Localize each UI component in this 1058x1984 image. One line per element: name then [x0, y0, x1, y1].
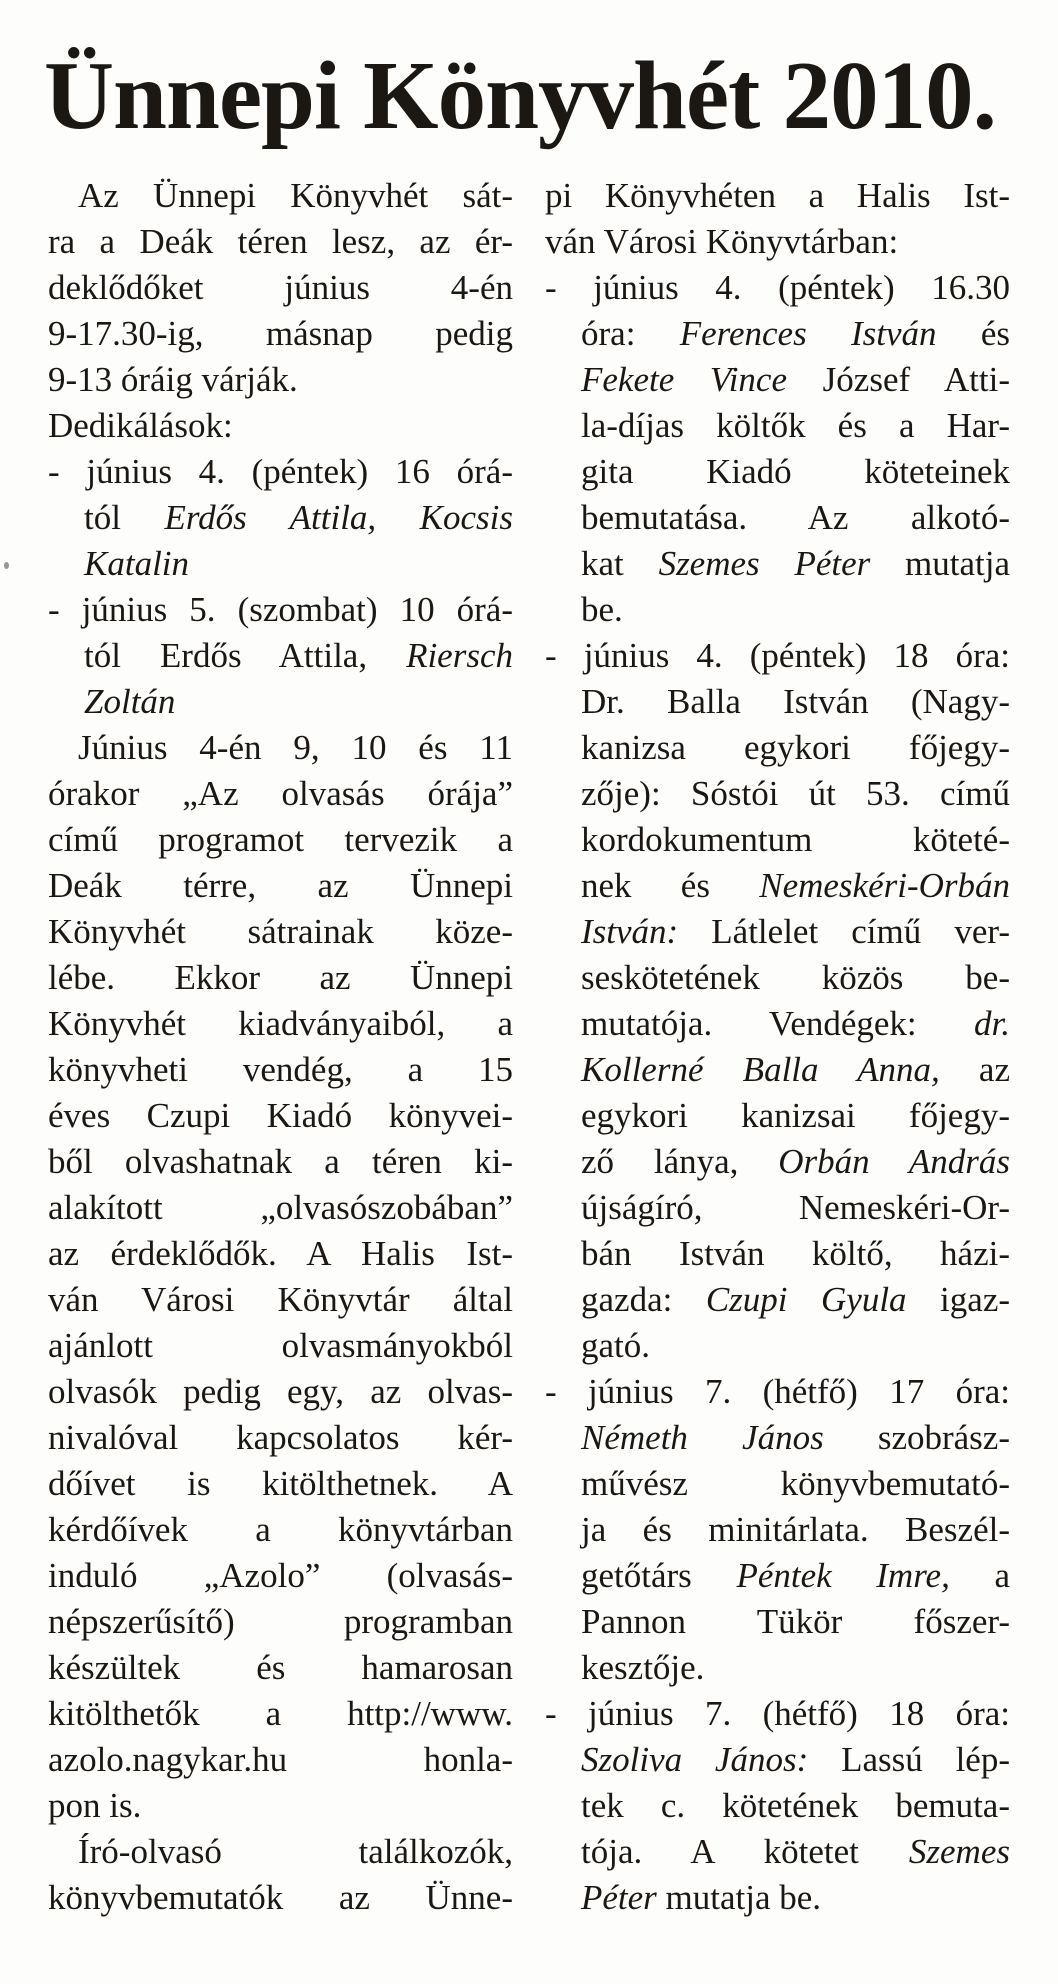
text-line	[48, 1875, 513, 1921]
text-line	[48, 725, 513, 771]
text-run: olvasók pedig egy, az olvas-	[48, 1371, 513, 1411]
text-line	[545, 1553, 1010, 1599]
text-run: kesztője.	[581, 1647, 705, 1687]
text-run: - június 5. (szombat) 10 órá-	[48, 589, 513, 629]
italic-text-run: Kollerné Balla Anna,	[581, 1049, 940, 1089]
text-run: seskötetének közös be-	[581, 957, 1010, 997]
text-line	[545, 219, 1010, 265]
text-run: getőtárs	[581, 1555, 737, 1595]
text-line	[545, 311, 1010, 357]
text-run: Látlelet című ver-	[678, 911, 1010, 951]
italic-text-run: Szemes	[908, 1831, 1010, 1871]
text-line	[545, 955, 1010, 1001]
text-line	[48, 449, 513, 495]
text-run: könyvheti vendég, a 15	[48, 1049, 513, 1089]
text-line	[545, 1829, 1010, 1875]
text-line	[545, 1783, 1010, 1829]
text-line	[545, 1691, 1010, 1737]
text-run: című programot tervezik a	[48, 819, 513, 859]
text-run: kérdőívek a könyvtárban	[48, 1509, 513, 1549]
italic-text-run: Fekete Vince	[581, 359, 787, 399]
text-line	[48, 219, 513, 265]
italic-text-run: Erdős Attila, Kocsis	[164, 497, 514, 537]
text-run: zője): Sóstói út 53. című	[581, 773, 1010, 813]
text-run: ajánlott olvasmányokból	[48, 1325, 513, 1365]
text-line	[48, 633, 513, 679]
text-line	[545, 1093, 1010, 1139]
text-run: lébe. Ekkor az Ünnepi	[48, 957, 513, 997]
text-line	[48, 1277, 513, 1323]
text-run: Pannon Tükör főszer-	[581, 1601, 1010, 1641]
text-run: - június 4. (péntek) 16.30	[545, 267, 1010, 307]
text-line	[545, 541, 1010, 587]
text-line	[545, 357, 1010, 403]
text-run: mutatója. Vendégek:	[581, 1003, 974, 1043]
text-run: Az Ünnepi Könyvhét sát-	[78, 175, 513, 215]
text-line	[48, 1645, 513, 1691]
text-run: tek c. kötetének bemuta-	[581, 1785, 1010, 1825]
italic-text-run: dr.	[974, 1003, 1010, 1043]
text-run: la-díjas költők és a Har-	[581, 405, 1010, 445]
text-line	[48, 955, 513, 1001]
italic-text-run: Péter	[581, 1877, 657, 1917]
italic-text-run: Szoliva János:	[581, 1739, 809, 1779]
text-run: be.	[581, 589, 623, 629]
text-line	[48, 1231, 513, 1277]
text-line	[48, 1001, 513, 1047]
text-run: művész könyvbemutató-	[581, 1463, 1010, 1503]
text-line	[545, 173, 1010, 219]
text-run: kanizsa egykori főjegy-	[581, 727, 1010, 767]
text-run: tól	[84, 497, 165, 537]
italic-text-run: Zoltán	[84, 681, 176, 721]
italic-text-run: Riersch	[406, 635, 513, 675]
text-line	[48, 1553, 513, 1599]
italic-text-run: Szemes Péter	[658, 543, 871, 583]
text-line	[545, 817, 1010, 863]
text-run: József Atti-	[787, 359, 1010, 399]
text-run: 9-13 óráig várják.	[48, 359, 298, 399]
text-run: - június 4. (péntek) 16 órá-	[48, 451, 513, 491]
italic-text-run: Péntek Imre,	[736, 1555, 950, 1595]
text-line	[545, 1323, 1010, 1369]
text-run: gató.	[581, 1325, 651, 1365]
text-line	[48, 1829, 513, 1875]
italic-text-run: Nemeskéri-Orbán	[759, 865, 1010, 905]
text-run: Dr. Balla István (Nagy-	[581, 681, 1010, 721]
text-line	[48, 1415, 513, 1461]
text-run: Június 4-én 9, 10 és 11	[78, 727, 513, 767]
right-column	[545, 173, 1010, 1921]
text-run: népszerűsítő) programban	[48, 1601, 513, 1641]
text-line	[48, 1369, 513, 1415]
text-line	[48, 863, 513, 909]
text-line	[48, 541, 513, 587]
text-run: nivalóval kapcsolatos kér-	[48, 1417, 513, 1457]
text-run: ván Városi Könyvtárban:	[545, 221, 899, 261]
text-line	[545, 403, 1010, 449]
text-line	[545, 909, 1010, 955]
text-line	[48, 173, 513, 219]
text-run: Könyvhét sátrainak köze-	[48, 911, 513, 951]
text-line	[48, 403, 513, 449]
text-run: gita Kiadó köteteinek	[581, 451, 1010, 491]
text-run: azolo.nagykar.hu honla-	[48, 1739, 513, 1779]
text-line	[48, 1599, 513, 1645]
text-run: igaz-	[906, 1279, 1011, 1319]
text-line	[545, 771, 1010, 817]
text-line	[48, 1737, 513, 1783]
article-body	[0, 173, 1058, 1921]
text-run: ván Városi Könyvtár által	[48, 1279, 513, 1319]
text-run: mutatja	[870, 543, 1010, 583]
text-run: Lassú lép-	[808, 1739, 1010, 1779]
text-run: órakor „Az olvasás órája”	[48, 773, 513, 813]
text-run: kat	[581, 543, 659, 583]
text-run: gazda:	[581, 1279, 706, 1319]
text-run: - június 7. (hétfő) 18 óra:	[545, 1693, 1010, 1733]
text-line	[545, 1277, 1010, 1323]
text-run: kordokumentum köteté-	[581, 819, 1010, 859]
text-line	[48, 1783, 513, 1829]
text-run: nek és	[581, 865, 760, 905]
text-line	[48, 587, 513, 633]
text-run: újságíró, Nemeskéri-Or-	[581, 1187, 1010, 1227]
text-run: pon is.	[48, 1785, 142, 1825]
text-run: éves Czupi Kiadó könyvei-	[48, 1095, 513, 1135]
text-run: induló „Azolo” (olvasás-	[48, 1555, 513, 1595]
text-line	[48, 1185, 513, 1231]
italic-text-run: István:	[581, 911, 679, 951]
text-run: egykori kanizsai főjegy-	[581, 1095, 1010, 1135]
text-line	[545, 1185, 1010, 1231]
italic-text-run: Katalin	[84, 543, 190, 583]
text-line	[48, 1323, 513, 1369]
text-line	[545, 633, 1010, 679]
text-line	[48, 1691, 513, 1737]
italic-text-run: Orbán András	[778, 1141, 1010, 1181]
text-run: Író-olvasó találkozók,	[78, 1831, 513, 1871]
text-line	[545, 1369, 1010, 1415]
text-run: ből olvashatnak a téren ki-	[48, 1141, 513, 1181]
text-line	[48, 265, 513, 311]
text-run: óra:	[581, 313, 680, 353]
text-run: Deák térre, az Ünnepi	[48, 865, 513, 905]
text-run: bán István költő, házi-	[581, 1233, 1010, 1273]
text-line	[48, 771, 513, 817]
text-line	[545, 679, 1010, 725]
text-line	[48, 1093, 513, 1139]
text-run: és	[936, 313, 1011, 353]
left-column	[48, 173, 513, 1921]
text-line	[48, 817, 513, 863]
italic-text-run: Czupi Gyula	[705, 1279, 907, 1319]
text-line	[48, 1507, 513, 1553]
text-run: bemutatása. Az alkotó-	[581, 497, 1010, 537]
text-line	[545, 1001, 1010, 1047]
text-run: a	[949, 1555, 1010, 1595]
text-run: kitölthetők a http://www.	[48, 1693, 513, 1733]
page-title: Ünnepi Könyvhét 2010.	[44, 42, 996, 149]
text-line	[545, 863, 1010, 909]
text-line	[545, 587, 1010, 633]
text-run: Könyvhét kiadványaiból, a	[48, 1003, 513, 1043]
text-line	[545, 1737, 1010, 1783]
text-run: tól Erdős Attila,	[84, 635, 407, 675]
text-run: - június 7. (hétfő) 17 óra:	[545, 1371, 1010, 1411]
text-line	[545, 495, 1010, 541]
text-line	[545, 1047, 1010, 1093]
text-run: ző lánya,	[581, 1141, 779, 1181]
text-line	[545, 1599, 1010, 1645]
text-run: - június 4. (péntek) 18 óra:	[545, 635, 1010, 675]
text-line	[545, 1461, 1010, 1507]
text-line	[545, 265, 1010, 311]
text-run: tója. A kötetet	[581, 1831, 909, 1871]
text-line	[545, 725, 1010, 771]
text-run: szobrász-	[823, 1417, 1010, 1457]
text-line	[48, 679, 513, 725]
text-run: az érdeklődők. A Halis Ist-	[48, 1233, 513, 1273]
text-run: ja és minitárlata. Beszél-	[581, 1509, 1010, 1549]
text-line	[545, 449, 1010, 495]
text-line	[48, 495, 513, 541]
text-line	[545, 1645, 1010, 1691]
text-line	[545, 1139, 1010, 1185]
text-line	[48, 909, 513, 955]
text-run: készültek és hamarosan	[48, 1647, 513, 1687]
text-line	[545, 1231, 1010, 1277]
text-line	[48, 311, 513, 357]
text-line	[48, 1139, 513, 1185]
text-line	[545, 1507, 1010, 1553]
text-run: az	[939, 1049, 1010, 1089]
text-line	[48, 1047, 513, 1093]
text-run: 9-17.30-ig, másnap pedig	[48, 313, 513, 353]
text-run: dőívet is kitölthetnek. A	[48, 1463, 513, 1503]
text-run: alakított „olvasószobában”	[48, 1187, 513, 1227]
text-line	[545, 1415, 1010, 1461]
scan-speck	[4, 562, 9, 569]
text-line	[48, 357, 513, 403]
text-run: ra a Deák téren lesz, az ér-	[48, 221, 513, 261]
text-run: pi Könyvhéten a Halis Ist-	[545, 175, 1010, 215]
text-line	[545, 1875, 1010, 1921]
text-run: Dedikálások:	[48, 405, 233, 445]
text-run: könyvbemutatók az Ünne-	[48, 1877, 513, 1917]
text-line	[48, 1461, 513, 1507]
italic-text-run: Németh János	[581, 1417, 824, 1457]
italic-text-run: Ferences István	[679, 313, 937, 353]
text-run: mutatja be.	[656, 1877, 822, 1917]
text-run: deklődőket június 4-én	[48, 267, 513, 307]
